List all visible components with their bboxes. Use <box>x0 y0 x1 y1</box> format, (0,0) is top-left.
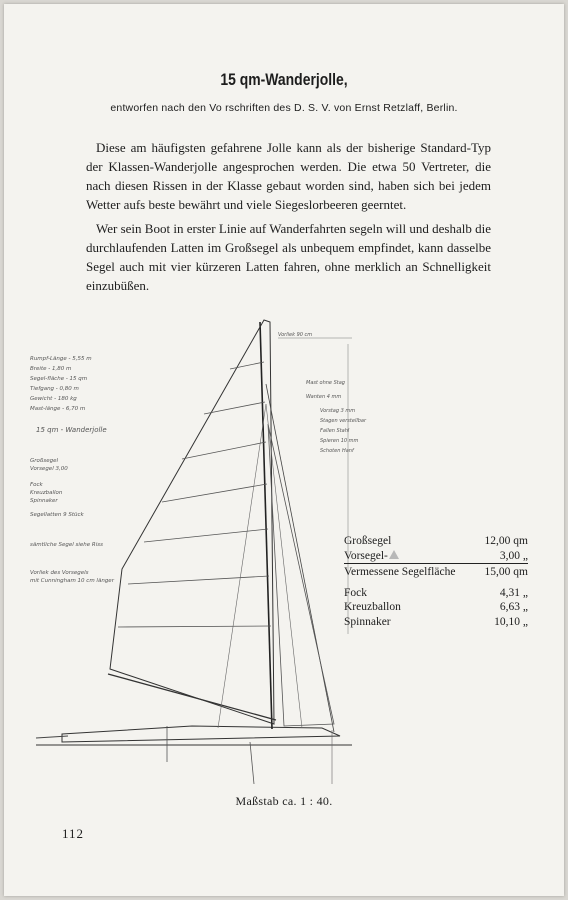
svg-text:Mast-länge - 6,70 m: Mast-länge - 6,70 m <box>30 406 86 412</box>
pencil-spinn: Spinnaker <box>30 498 58 504</box>
triangle-icon <box>389 550 399 559</box>
pencil-vorsegel: Vorsegel 3,00 <box>30 466 68 472</box>
svg-text:Segellatten 9 Stück: Segellatten 9 Stück <box>30 512 84 518</box>
book-page <box>4 4 564 896</box>
pencil-boat-name: 15 qm - Wanderjolle <box>36 426 107 434</box>
vermessen-label: Vermessene Segelfläche <box>344 564 476 580</box>
vorsegel-value: 3,00 „ <box>499 549 528 562</box>
sail-area-table <box>344 534 528 629</box>
svg-text:Wanten 4 mm: Wanten 4 mm <box>306 394 342 400</box>
paragraph-1: Diese am häufigsten gefahrene Jolle kann als der bisherige Standard-Typ der Klassen-Wanderjolle angesprochen werden. Die etwa 50 Vertreter, die nach diesen Rissen in der Klasse gebaut worden sind, haben sich bei jedem Wetter aufs beste bewährt und viele Siegeslorbeeren geerntet. <box>86 140 491 212</box>
spinnaker-value: 10,10 „ <box>494 615 528 628</box>
page-number: 112 <box>62 826 85 841</box>
svg-text:mit Cunningham 10 cm länger: mit Cunningham 10 cm länger <box>30 578 114 584</box>
mainsail <box>110 320 274 724</box>
sail-battens <box>118 362 271 627</box>
fock-value: 4,31 „ <box>499 586 528 599</box>
svg-text:Schoten Hanf: Schoten Hanf <box>320 448 354 454</box>
grosssegel-label: Großsegel <box>344 535 392 547</box>
svg-text:Vorliek des Vorsegels: Vorliek des Vorsegels <box>30 570 89 576</box>
boom <box>108 674 276 720</box>
vermessen-value: 15,00 qm <box>476 564 528 580</box>
rudder-line <box>250 742 254 784</box>
page-subtitle: entworfen nach den Vo rschriften des D. S. V. von Ernst Retzlaff, Berlin. <box>110 102 458 114</box>
fock-label: Fock <box>344 586 367 599</box>
paragraph-2: Wer sein Boot in erster Linie auf Wanderfahrten segeln will und deshalb die durchlaufenden Latten im Großsegel als unbequem empfindet, kann dasselbe Segel auch mit vier kürzeren Latten fahren, ohne merklich an Schnelligkeit einzubüßen. <box>86 221 491 293</box>
scale-caption: Maßstab ca. 1 : 40. <box>235 794 333 808</box>
svg-text:Gewicht - 180 kg: Gewicht - 180 kg <box>30 396 77 402</box>
svg-text:Fallen Stahl: Fallen Stahl <box>320 428 350 434</box>
spinnaker-label: Spinnaker <box>344 615 391 628</box>
bowsprit-line <box>36 736 68 738</box>
jib <box>268 424 334 726</box>
grosssegel-value: 12,00 qm <box>484 535 528 547</box>
svg-text:Breite - 1,80 m: Breite - 1,80 m <box>30 366 72 372</box>
pencil-fock: Fock <box>30 482 43 488</box>
shroud-2 <box>266 404 302 728</box>
shroud <box>218 404 266 728</box>
kreuzballon-label: Kreuzballon <box>344 601 401 613</box>
vorsegel-label: Vorsegel- <box>344 549 388 562</box>
svg-text:Vorliek 90 cm: Vorliek 90 cm <box>278 332 313 338</box>
svg-text:Vorstag 3 mm: Vorstag 3 mm <box>320 408 356 414</box>
svg-text:Segel-fläche - 15 qm: Segel-fläche - 15 qm <box>30 376 88 382</box>
svg-text:Tiefgang - 0,80 m: Tiefgang - 0,80 m <box>30 386 79 392</box>
forestay <box>266 384 334 732</box>
svg-text:Spieren 10 mm: Spieren 10 mm <box>320 438 359 444</box>
svg-text:sämtliche Segel siehe Riss: sämtliche Segel siehe Riss <box>30 542 103 548</box>
svg-text:Mast ohne Stag: Mast ohne Stag <box>306 380 345 386</box>
hull-outline <box>62 726 340 742</box>
kreuzballon-value: 6,63 „ <box>499 601 528 613</box>
page-title: 15 qm-Wanderjolle, <box>220 70 348 89</box>
pencil-gross: Großsegel <box>30 458 59 464</box>
svg-text:Rumpf-Länge - 5,55 m: Rumpf-Länge - 5,55 m <box>30 356 92 362</box>
pencil-kreuz: Kreuzballon <box>30 490 63 496</box>
svg-text:Stagen verstellbar: Stagen verstellbar <box>320 418 367 424</box>
